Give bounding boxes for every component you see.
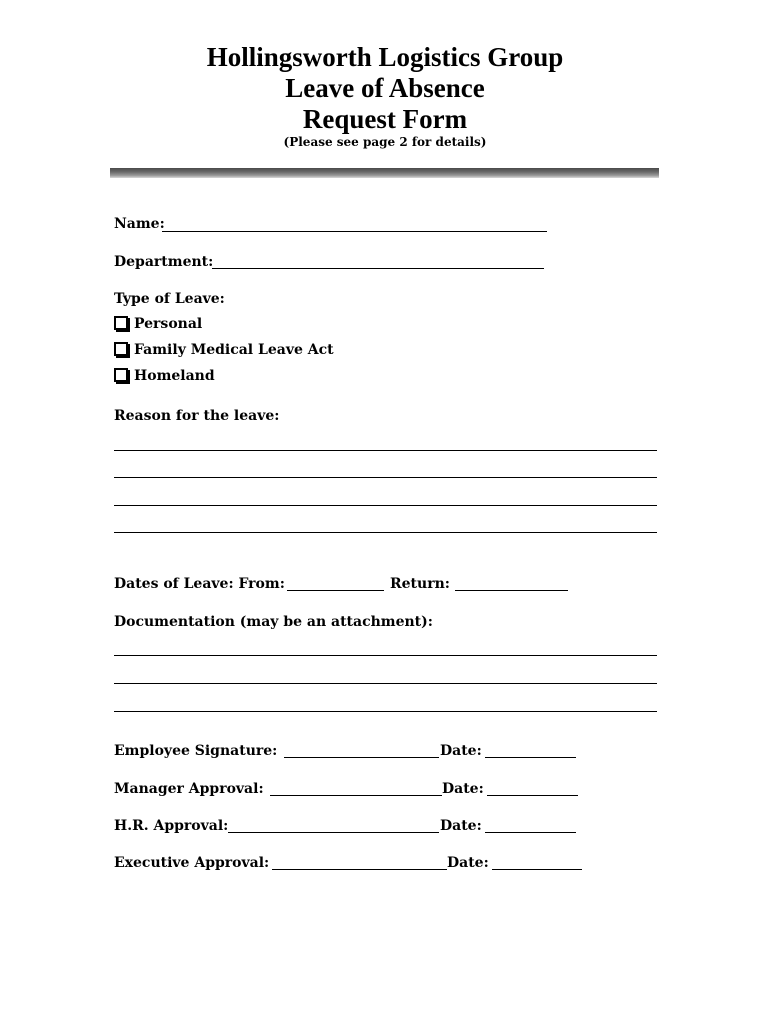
hr-date-label: Date: <box>440 818 482 834</box>
name-label: Name: <box>114 216 165 232</box>
return-date-field[interactable] <box>455 590 568 591</box>
leave-option-fmla[interactable] <box>114 340 334 360</box>
checkbox-icon[interactable] <box>114 316 128 330</box>
hr-date-field[interactable] <box>485 832 576 833</box>
leave-option-homeland[interactable] <box>114 366 215 386</box>
executive-date-label: Date: <box>447 855 489 871</box>
dates-from-label: Dates of Leave: From: <box>114 576 285 592</box>
form-title-line-2: Request Form <box>302 104 468 134</box>
header-divider <box>110 168 659 178</box>
type-of-leave-label: Type of Leave: <box>114 291 225 307</box>
reason-line[interactable] <box>114 477 657 478</box>
leave-option-label: Family Medical Leave Act <box>134 342 334 358</box>
name-field[interactable] <box>162 231 547 232</box>
employee-signature-label: Employee Signature: <box>114 743 278 759</box>
company-title: Hollingsworth Logistics Group <box>206 42 564 72</box>
reason-line[interactable] <box>114 532 657 533</box>
employee-date-field[interactable] <box>485 757 576 758</box>
documentation-label: Documentation (may be an attachment): <box>114 614 433 630</box>
details-note: (Please see page 2 for details) <box>283 135 487 149</box>
employee-date-label: Date: <box>440 743 482 759</box>
manager-date-field[interactable] <box>487 795 578 796</box>
reason-label: Reason for the leave: <box>114 408 280 424</box>
leave-option-personal[interactable] <box>114 314 202 334</box>
manager-approval-label: Manager Approval: <box>114 781 264 797</box>
executive-approval-label: Executive Approval: <box>114 855 270 871</box>
documentation-line[interactable] <box>114 683 657 684</box>
checkbox-icon[interactable] <box>114 342 128 356</box>
reason-line[interactable] <box>114 450 657 451</box>
checkbox-icon[interactable] <box>114 368 128 382</box>
manager-date-label: Date: <box>442 781 484 797</box>
hr-approval-label: H.R. Approval: <box>114 818 229 834</box>
department-label: Department: <box>114 254 214 270</box>
manager-approval-field[interactable] <box>270 795 442 796</box>
return-label: Return: <box>390 576 450 592</box>
form-title-line-1: Leave of Absence <box>285 73 485 103</box>
executive-approval-field[interactable] <box>272 869 447 870</box>
hr-approval-field[interactable] <box>228 832 439 833</box>
leave-from-field[interactable] <box>287 590 384 591</box>
department-field[interactable] <box>212 268 544 269</box>
executive-date-field[interactable] <box>492 869 582 870</box>
leave-option-label: Personal <box>134 316 203 332</box>
employee-signature-field[interactable] <box>284 757 439 758</box>
reason-line[interactable] <box>114 505 657 506</box>
documentation-line[interactable] <box>114 711 657 712</box>
documentation-line[interactable] <box>114 655 657 656</box>
leave-option-label: Homeland <box>134 368 215 384</box>
